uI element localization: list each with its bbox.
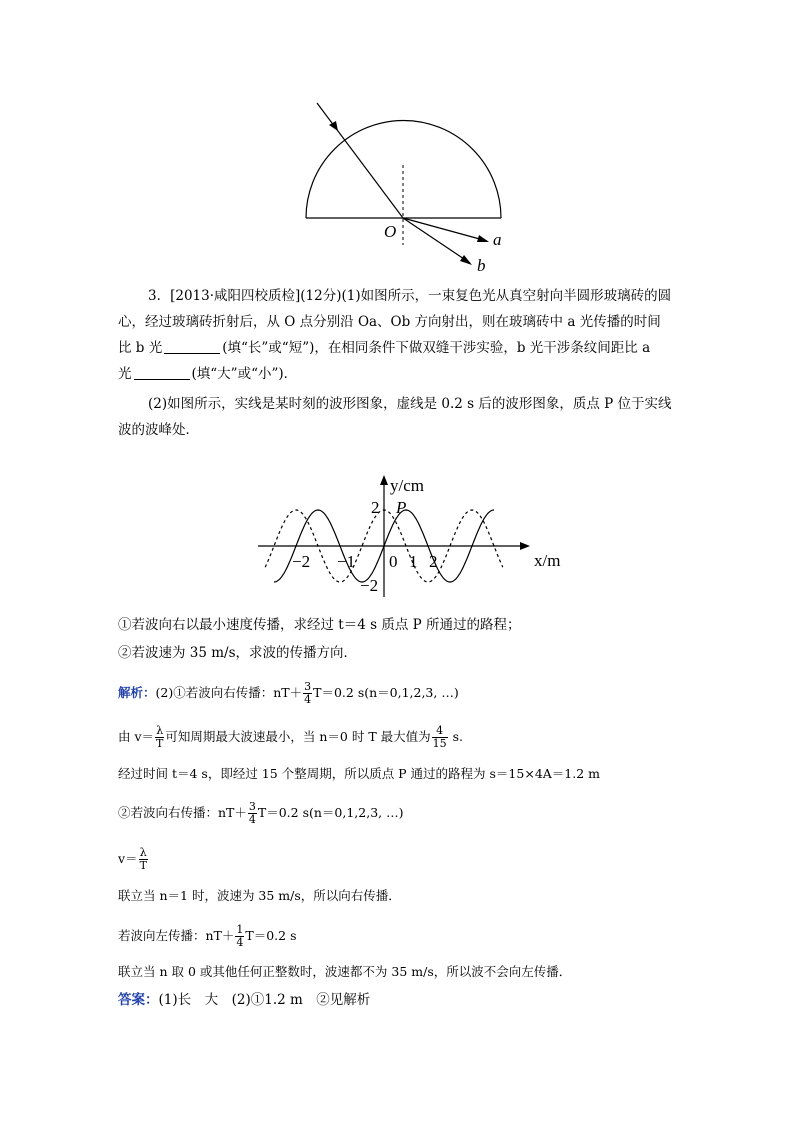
frac-den: 15	[432, 737, 447, 750]
tick-x-neg2: −2	[292, 552, 311, 571]
answer-label: 答案：	[118, 992, 159, 1008]
frac-den: T	[156, 737, 164, 750]
frac-den: 4	[236, 936, 244, 949]
question-text: 比 b 光	[118, 340, 163, 356]
label-a: a	[493, 230, 502, 249]
semicircle-figure	[290, 95, 520, 275]
label-b: b	[477, 256, 486, 275]
fraction	[248, 801, 257, 826]
frac-den: 4	[248, 813, 256, 826]
solution-text: 若波向左传播：nT＋	[118, 928, 235, 943]
fraction	[303, 681, 312, 706]
tick-x-neg1: −1	[337, 552, 356, 571]
solution-text: T＝0.2 s	[245, 928, 297, 943]
question-line-4	[118, 364, 297, 384]
fraction	[139, 847, 148, 872]
tick-y-neg2: −2	[360, 576, 379, 595]
solution-text: 可知周期最大波速最小，当 n＝0 时 T 最大值为	[165, 729, 431, 744]
solution-text: T＝0.2 s(n＝0,1,2,3, …)	[257, 805, 404, 820]
solution-line-5	[118, 847, 149, 872]
wave-graph	[250, 475, 580, 600]
solution-text: 由 v＝	[118, 729, 155, 744]
answer-blank-1[interactable]	[164, 339, 220, 354]
solution-line-1	[118, 681, 459, 706]
question-line-3	[118, 338, 650, 358]
frac-num: λ	[156, 724, 164, 737]
frac-num: λ	[139, 846, 147, 859]
solution-line-8: 联立当 n 取 0 或其他任何正整数时，波速都不为 35 m/s，所以波不会向左传播．	[118, 964, 572, 979]
sub-question-1: ①若波向右以最小速度传播，求经过 t＝4 s 质点 P 所通过的路程；	[118, 617, 521, 633]
question-part1-text: (1)如图所示，一束复色光从真空射向半圆形玻璃砖的圆	[341, 288, 672, 304]
solution-line-3: 经过时间 t＝4 s，即经过 15 个整周期，所以质点 P 通过的路程为 s＝15×4A＝1.2 m	[118, 766, 601, 781]
solution-line-6: 联立当 n＝1 时，波速为 35 m/s，所以向右传播．	[118, 888, 401, 903]
solution-line-4	[118, 801, 403, 826]
solution-text: v＝	[118, 851, 138, 866]
question-part2-line-1: (2)如图所示，实线是某时刻的波形图象，虚线是 0.2 s 后的波形图象，质点 P 位于实线	[148, 396, 672, 412]
point-P-label: P	[396, 498, 407, 517]
solution-text: s.	[448, 729, 464, 744]
fraction	[155, 725, 164, 750]
tick-x-1: 1	[409, 552, 418, 571]
ray-b	[403, 218, 470, 263]
question-line-1	[148, 286, 671, 306]
frac-num: 4	[432, 725, 448, 738]
label-O: O	[384, 222, 397, 241]
fraction	[432, 725, 448, 750]
x-axis-arrow	[520, 542, 530, 550]
x-axis-label: x/m	[534, 551, 561, 570]
tick-x-2: 2	[429, 552, 438, 571]
tick-y-2: 2	[371, 498, 380, 517]
ray-a	[403, 218, 487, 241]
fraction	[235, 924, 244, 949]
ray-b-arrow	[460, 255, 472, 265]
frac-num: 3	[248, 800, 256, 813]
tick-x-0: 0	[389, 552, 398, 571]
frac-den: 4	[304, 693, 312, 706]
question-line-2: 心，经过玻璃砖折射后，从 O 点分别沿 Oa、Ob 方向射出，则在玻璃砖中 a 光传播的时间	[118, 314, 661, 330]
y-axis-label: y/cm	[390, 476, 424, 495]
question-text: (填“长”或“短”)，在相同条件下做双缝干涉实验，b 光干涉条纹间距比 a	[222, 340, 651, 356]
sub-question-2: ②若波速为 35 m/s，求波的传播方向．	[118, 645, 358, 661]
question-text: 光	[118, 366, 132, 382]
solution-text: (2)①若波向右传播：nT＋	[155, 685, 303, 700]
frac-den: T	[139, 859, 147, 872]
solution-text: T＝0.2 s(n＝0,1,2,3, …)	[313, 685, 459, 700]
solution-label: 解析：	[118, 685, 156, 700]
answer-blank-2[interactable]	[134, 365, 190, 380]
question-text: (填“大”或“小”)．	[191, 366, 298, 382]
y-axis-arrow	[380, 475, 388, 485]
solution-text: ②若波向右传播：nT＋	[118, 805, 247, 820]
frac-num: 3	[304, 680, 312, 693]
ray-a-arrow	[477, 235, 489, 242]
frac-num: 1	[236, 923, 244, 936]
solution-line-7	[118, 924, 297, 949]
incident-arrow	[329, 121, 338, 131]
question-source: [2013·咸阳四校质检](12分)	[170, 288, 342, 304]
solution-line-2	[118, 725, 463, 750]
question-number: 3．	[148, 288, 171, 304]
answer-line	[118, 990, 370, 1010]
incident-ray	[317, 103, 403, 218]
answer-text: (1)长 大 (2)①1.2 m ②见解析	[158, 992, 371, 1008]
question-part2-line-2: 波的波峰处．	[118, 422, 199, 438]
